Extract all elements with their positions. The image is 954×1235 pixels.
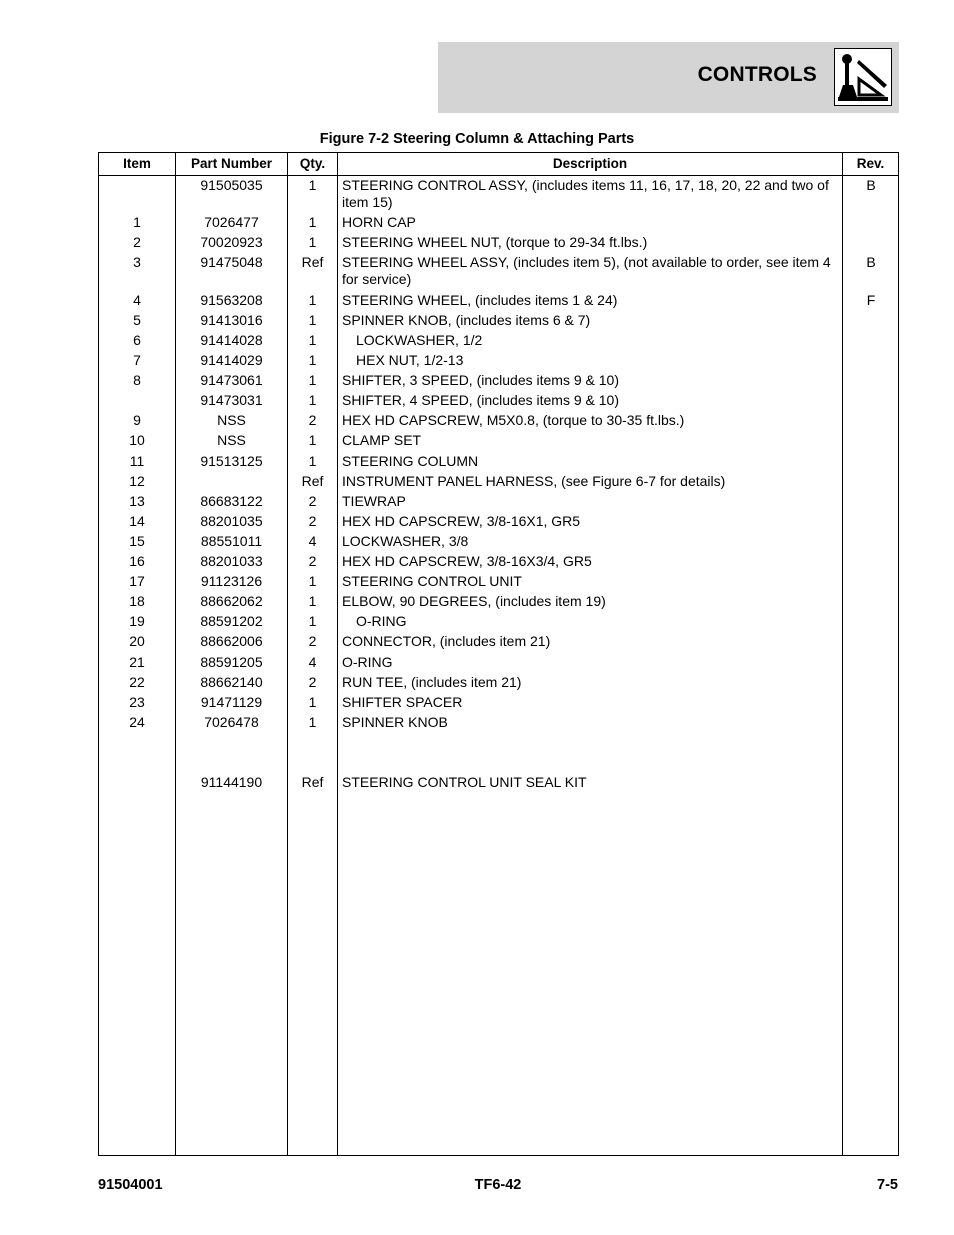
row-description: HORN CAP (342, 214, 416, 230)
row-part-number: 91473061 (200, 372, 263, 388)
row-part-number: NSS (217, 412, 246, 428)
row-qty: 1 (308, 392, 317, 408)
row-item: 17 (129, 573, 145, 589)
column-header-rev: Rev. (856, 156, 885, 171)
row-description: SPINNER KNOB, (includes items 6 & 7) (342, 312, 591, 328)
row-qty: Ref (301, 254, 324, 270)
row-description: INSTRUMENT PANEL HARNESS, (see Figure 6-7 for details) (342, 473, 726, 489)
row-qty: 2 (308, 674, 317, 690)
row-part-number: NSS (217, 432, 246, 448)
row-part-number: 91123126 (200, 573, 263, 589)
row-description: O-RING (342, 654, 393, 670)
row-description: HEX HD CAPSCREW, M5X0.8, (torque to 30-35 ft.lbs.) (342, 412, 685, 428)
footer-document-number: 91504001 (98, 1177, 163, 1193)
row-description: ELBOW, 90 DEGREES, (includes item 19) (342, 593, 606, 609)
row-description: SHIFTER SPACER (342, 694, 463, 710)
row-item: 6 (133, 332, 141, 348)
row-qty: 1 (308, 613, 317, 629)
row-qty: 2 (308, 513, 317, 529)
row-part-number: 88591205 (200, 654, 263, 670)
row-description: STEERING WHEEL NUT, (torque to 29-34 ft.lbs.) (342, 234, 648, 250)
row-qty: 1 (308, 453, 317, 469)
row-qty: 2 (308, 633, 317, 649)
row-qty: 1 (308, 214, 317, 230)
row-item: 9 (133, 412, 141, 428)
row-qty: 2 (308, 553, 317, 569)
row-qty: 1 (308, 432, 317, 448)
parts-table (98, 152, 899, 1156)
row-item: 11 (129, 453, 145, 469)
row-description: LOCKWASHER, 3/8 (342, 533, 469, 549)
row-qty: 1 (308, 593, 317, 609)
row-item: 20 (129, 633, 145, 649)
row-item: 8 (133, 372, 141, 388)
row-description: STEERING CONTROL UNIT (342, 573, 522, 589)
row-qty: 1 (308, 694, 317, 710)
row-item: 19 (129, 613, 145, 629)
row-qty: 2 (308, 493, 317, 509)
row-item: 4 (133, 292, 141, 308)
row-description: CLAMP SET (342, 432, 422, 448)
row-description: STEERING CONTROL UNIT SEAL KIT (342, 774, 587, 790)
row-part-number: 91471129 (200, 694, 263, 710)
row-rev: B (866, 254, 876, 270)
header-divider (99, 175, 898, 176)
row-rev: F (866, 292, 876, 308)
row-part-number: 70020923 (200, 234, 263, 250)
row-description: LOCKWASHER, 1/2 (356, 332, 483, 348)
row-item: 3 (133, 254, 141, 270)
row-part-number: 88591202 (200, 613, 263, 629)
row-part-number: 91144190 (200, 774, 263, 790)
joystick-control-icon (834, 48, 892, 106)
row-part-number: 91413016 (200, 312, 263, 328)
row-qty: 1 (308, 372, 317, 388)
row-rev: B (866, 177, 876, 193)
row-qty: 1 (308, 292, 317, 308)
row-qty: 1 (308, 177, 317, 193)
row-item: 15 (129, 533, 145, 549)
row-part-number: 7026477 (204, 214, 259, 230)
column-divider (842, 153, 843, 1155)
row-description: STEERING WHEEL, (includes items 1 & 24) (342, 292, 618, 308)
figure-title: Figure 7-2 Steering Column & Attaching Parts (319, 131, 635, 147)
row-description: HEX NUT, 1/2-13 (356, 352, 464, 368)
row-description: CONNECTOR, (includes item 21) (342, 633, 551, 649)
row-description: TIEWRAP (342, 493, 406, 509)
column-header-qty: Qty. (299, 156, 326, 171)
row-part-number: 91475048 (200, 254, 263, 270)
row-qty: 2 (308, 412, 317, 428)
row-description: HEX HD CAPSCREW, 3/8-16X1, GR5 (342, 513, 581, 529)
row-item: 10 (129, 432, 145, 448)
row-qty: 1 (308, 332, 317, 348)
footer-page-number: 7-5 (877, 1177, 898, 1193)
row-item: 18 (129, 593, 145, 609)
row-item: 5 (133, 312, 141, 328)
row-qty: Ref (301, 473, 324, 489)
row-item: 24 (129, 714, 145, 730)
row-part-number: 91473031 (200, 392, 263, 408)
row-qty: 1 (308, 714, 317, 730)
row-part-number: 91505035 (200, 177, 263, 193)
column-header-description: Description (552, 156, 628, 171)
row-part-number: 91563208 (200, 292, 263, 308)
row-part-number: 88201033 (200, 553, 263, 569)
column-header-item: Item (123, 156, 151, 171)
row-description: SHIFTER, 4 SPEED, (includes items 9 & 10) (342, 392, 619, 408)
section-title: CONTROLS (697, 63, 817, 86)
row-qty: Ref (301, 774, 324, 790)
row-item: 23 (129, 694, 145, 710)
row-item: 7 (133, 352, 141, 368)
row-item: 22 (129, 674, 145, 690)
row-qty: 4 (308, 533, 317, 549)
row-item: 13 (129, 493, 145, 509)
row-item: 16 (129, 553, 145, 569)
row-part-number: 88662062 (200, 593, 263, 609)
row-description: HEX HD CAPSCREW, 3/8-16X3/4, GR5 (342, 553, 592, 569)
row-part-number: 7026478 (204, 714, 259, 730)
row-description: STEERING COLUMN (342, 453, 479, 469)
row-description: RUN TEE, (includes item 21) (342, 674, 522, 690)
row-part-number: 88662140 (200, 674, 263, 690)
row-qty: 1 (308, 573, 317, 589)
row-item: 12 (129, 473, 145, 489)
row-description: STEERING WHEEL ASSY, (includes item 5), (not available to order, see item 4 for service) (342, 254, 831, 287)
row-description: O-RING (356, 613, 407, 629)
row-qty: 1 (308, 312, 317, 328)
row-item: 1 (133, 214, 141, 230)
row-description: SHIFTER, 3 SPEED, (includes items 9 & 10) (342, 372, 619, 388)
row-qty: 1 (308, 234, 317, 250)
row-description: SPINNER KNOB (342, 714, 448, 730)
section-header (438, 42, 899, 113)
row-part-number: 91414028 (200, 332, 263, 348)
row-part-number: 91414029 (200, 352, 263, 368)
footer-model: TF6-42 (474, 1177, 522, 1193)
row-part-number: 86683122 (200, 493, 263, 509)
row-item: 21 (129, 654, 145, 670)
column-header-part-number: Part Number (190, 156, 273, 171)
row-part-number: 88201035 (200, 513, 263, 529)
row-part-number: 88551011 (200, 533, 263, 549)
row-item: 14 (129, 513, 145, 529)
row-part-number: 88662006 (200, 633, 263, 649)
row-part-number: 91513125 (200, 453, 263, 469)
row-qty: 1 (308, 352, 317, 368)
row-item: 2 (133, 234, 141, 250)
column-divider (337, 153, 338, 1155)
row-description: STEERING CONTROL ASSY, (includes items 11, 16, 17, 18, 20, 22 and two of item 15) (342, 177, 829, 210)
row-qty: 4 (308, 654, 317, 670)
